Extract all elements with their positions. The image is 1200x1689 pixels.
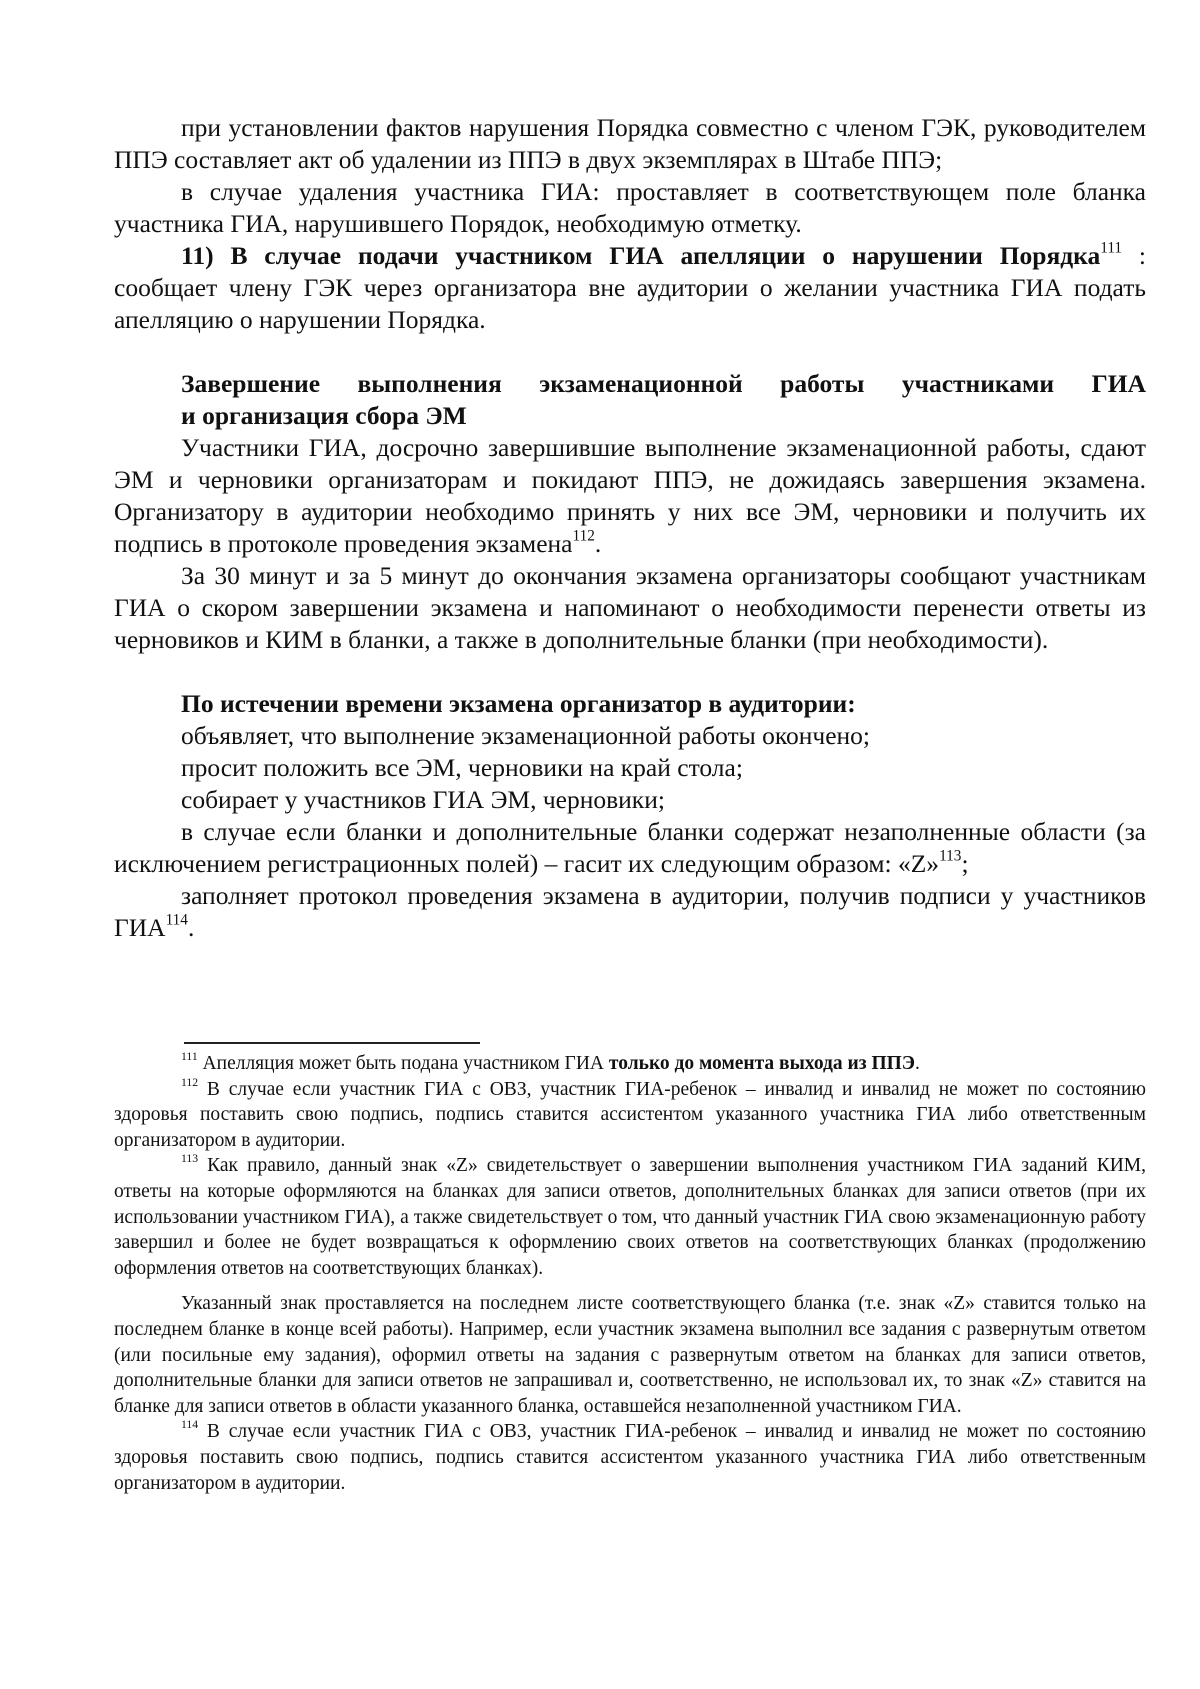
section-heading-completion-line2: и организация сбора ЭМ bbox=[181, 401, 467, 430]
footnote-end: . bbox=[915, 1053, 920, 1074]
list-item-collect: собирает у участников ГИА ЭМ, черновики; bbox=[181, 785, 665, 814]
footnote-text: Как правило, данный знак «Z» свидетельствует о завершении выполнения участником ГИА заданий КИМ, ответы на которые оформляются на бланках для записи ответов, дополнительных бланках для записи ответов (при их использовании участником ГИА), а также свидетельствует о том, что данный участник ГИА свою экзаменационную работу завершил и более не будет возвращаться к оформлению своих ответов на соответствующих бланках (продолжению оформления ответов на соответствующих бланках). bbox=[114, 1155, 1146, 1279]
footnote-ref-113: 113 bbox=[939, 847, 962, 865]
z-mark-text: в случае если бланки и дополнительные бланки содержат незаполненные области (за исключением регистрационных полей) – гасит их следующим образом: «Z» bbox=[114, 817, 1146, 878]
paragraph-appeal bbox=[114, 240, 1146, 336]
footnote-ref-114: 114 bbox=[165, 911, 188, 929]
footnote-number: 114 bbox=[181, 1418, 199, 1432]
list-item-announce: объявляет, что выполнение экзаменационной работы окончено; bbox=[181, 721, 871, 750]
main-text bbox=[114, 112, 1146, 944]
footnote-text: В случае если участник ГИА с ОВЗ, участник ГИА-ребенок – инвалид и инвалид не может по состоянию здоровья поставить свою подпись, подпись ставится ассистентом указанного участника ГИА либо ответственным организатором в аудитории. bbox=[114, 1421, 1146, 1494]
paragraph-removal-mark: в случае удаления участника ГИА: проставляет в соответствующем поле бланка участника ГИА, нарушившего Порядок, необходимую отметку. bbox=[114, 177, 1146, 238]
footnote-separator bbox=[184, 1042, 480, 1044]
footnotes bbox=[114, 1051, 1146, 1496]
footnote-113 bbox=[114, 1153, 1146, 1281]
early-finish-end: . bbox=[594, 529, 602, 558]
footnote-number: 113 bbox=[181, 1152, 199, 1166]
z-mark-end: ; bbox=[961, 849, 969, 878]
appeal-text: : сообщает члену ГЭК через организатора вне аудитории о желании участника ГИА подать апелляцию о нарушении Порядка. bbox=[114, 241, 1146, 334]
early-finish-text: Участники ГИА, досрочно завершившие выполнение экзаменационной работы, сдают ЭМ и черновики организаторам и покидают ППЭ, не дожидаясь завершения экзамена. Организатору в аудитории необходимо принять у них все ЭМ, черновики и получить их подпись в протоколе проведения экзамена bbox=[114, 433, 1146, 558]
footnote-113-continuation: Указанный знак проставляется на последнем листе соответствующего бланка (т.е. знак «Z» ставится только на последнем бланке в конце всей работы). Например, если участник экзамена выполнил все задания с развернутым ответом (или посильные ему задания), оформил ответы на задания с развернутым ответом на бланках для записи ответов, дополнительные бланки для записи ответов не запрашивал и, соответственно, не использовал их, то знак «Z» ставится на бланке для записи ответов в области указанного бланка, оставшейся незаполненной участником ГИА. bbox=[114, 1293, 1146, 1417]
section-heading-completion: Завершение выполнения экзаменационной работы участниками ГИА bbox=[181, 369, 1146, 398]
footnote-text: В случае если участник ГИА с ОВЗ, участник ГИА-ребенок – инвалид и инвалид не может по состоянию здоровья поставить свою подпись, подпись ставится ассистентом указанного участника ГИА либо ответственным организатором в аудитории. bbox=[114, 1078, 1146, 1151]
footnote-bold-text: только до момента выхода из ППЭ bbox=[608, 1053, 916, 1074]
list-item-protocol bbox=[114, 880, 1146, 944]
footnote-112 bbox=[114, 1077, 1146, 1154]
list-item-put-materials: просит положить все ЭМ, черновики на край стола; bbox=[181, 753, 743, 782]
protocol-text: заполняет протокол проведения экзамена в аудитории, получив подписи у участников ГИА bbox=[114, 881, 1146, 942]
section-heading-time-expired: По истечении времени экзамена организатор в аудитории: bbox=[181, 689, 856, 718]
footnote-ref-111: 111 bbox=[1100, 239, 1123, 257]
footnote-114 bbox=[114, 1419, 1146, 1496]
paragraph-time-warning: За 30 минут и за 5 минут до окончания экзамена организаторы сообщают участникам ГИА о скором завершении экзамена и напоминают о необходимости перенести ответы из черновиков и КИМ в бланки, а также в дополнительные бланки (при необходимости). bbox=[114, 561, 1146, 654]
footnote-number: 111 bbox=[181, 1050, 198, 1064]
protocol-end: . bbox=[187, 913, 195, 942]
paragraph-early-finish bbox=[114, 432, 1146, 560]
footnote-text: Апелляция может быть подана участником ГИА bbox=[197, 1053, 609, 1074]
list-item-z-mark bbox=[114, 816, 1146, 880]
footnote-number: 112 bbox=[181, 1075, 199, 1089]
appeal-heading: 11) В случае подачи участником ГИА апелляции о нарушении Порядка bbox=[181, 241, 1101, 270]
footnote-ref-112: 112 bbox=[572, 527, 595, 545]
footnote-111 bbox=[114, 1051, 1146, 1077]
paragraph-act-removal: при установлении фактов нарушения Порядка совместно с членом ГЭК, руководителем ППЭ составляет акт об удалении из ППЭ в двух экземплярах в Штабе ППЭ; bbox=[114, 113, 1146, 174]
